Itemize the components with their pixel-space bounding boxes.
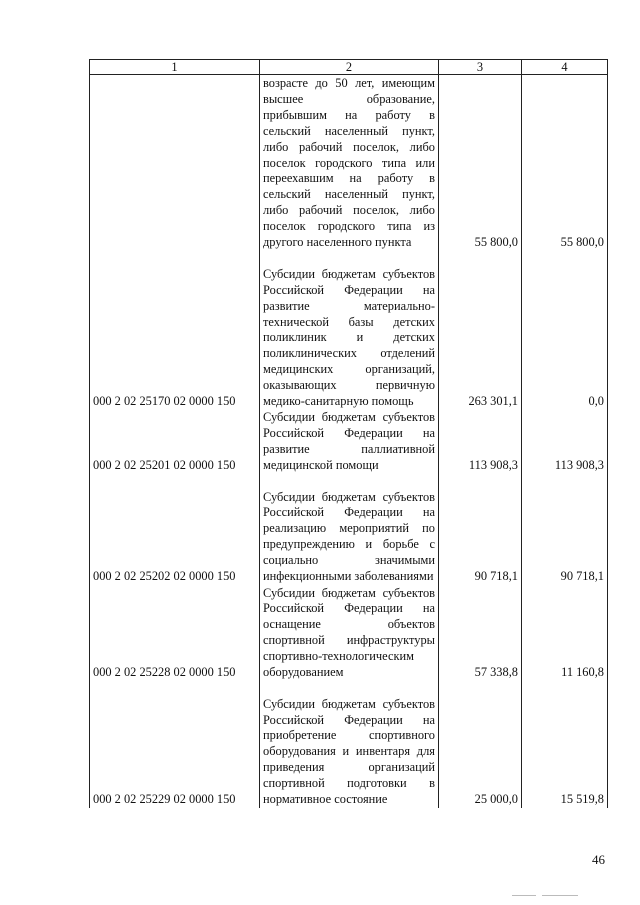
table-row	[90, 251, 608, 410]
table-row	[90, 585, 608, 681]
column-header-4: 4	[522, 60, 608, 75]
row-value-col3: 113 908,3	[439, 410, 522, 474]
row-value-col3: 25 000,0	[439, 681, 522, 808]
column-header-3: 3	[439, 60, 522, 75]
row-description: Субсидии бюджетам субъектов Российской Федерации на приобретение спортивного оборудования и инвентаря для приведения организаций спортивной подготовки в нормативное состояние	[260, 681, 439, 808]
row-code	[90, 75, 260, 252]
row-value-col3: 263 301,1	[439, 251, 522, 410]
row-value-col4: 55 800,0	[522, 75, 608, 252]
row-description: возрасте до 50 лет, имеющим высшее образование, прибывшим на работу в сельский населенный пункт, либо рабочий поселок, либо поселок городского типа или переехавшим на работу в сельский населенный пункт, либо рабочий поселок, либо поселок городского типа из другого населенного пункта	[260, 75, 439, 252]
row-code: 000 2 02 25202 02 0000 150	[90, 474, 260, 585]
row-code: 000 2 02 25170 02 0000 150	[90, 251, 260, 410]
row-value-col3: 90 718,1	[439, 474, 522, 585]
column-header-1: 1	[90, 60, 260, 75]
table-header-row	[90, 60, 608, 75]
footer-mark	[512, 895, 536, 896]
table-row	[90, 474, 608, 585]
row-code: 000 2 02 25229 02 0000 150	[90, 681, 260, 808]
column-header-2: 2	[260, 60, 439, 75]
row-value-col3: 57 338,8	[439, 585, 522, 681]
row-description: Субсидии бюджетам субъектов Российской Федерации на реализацию мероприятий по предупреждению и борьбе с социально значимыми инфекционными заболеваниями	[260, 474, 439, 585]
table-row	[90, 681, 608, 808]
row-value-col4: 15 519,8	[522, 681, 608, 808]
row-value-col4: 90 718,1	[522, 474, 608, 585]
footer-mark	[542, 895, 578, 896]
row-value-col4: 11 160,8	[522, 585, 608, 681]
row-code: 000 2 02 25228 02 0000 150	[90, 585, 260, 681]
row-description: Субсидии бюджетам субъектов Российской Федерации на оснащение объектов спортивной инфраструктуры спортивно-технологическим оборудованием	[260, 585, 439, 681]
table-row-continuation	[90, 75, 608, 252]
row-value-col4: 113 908,3	[522, 410, 608, 474]
row-description: Субсидии бюджетам субъектов Российской Федерации на развитие паллиативной медицинской помощи	[260, 410, 439, 474]
row-code: 000 2 02 25201 02 0000 150	[90, 410, 260, 474]
row-description: Субсидии бюджетам субъектов Российской Федерации на развитие материально-технической базы детских поликлиник и детских поликлинических отделений медицинских организаций, оказывающих первичную медико-санитарную помощь	[260, 251, 439, 410]
table-row	[90, 410, 608, 474]
row-value-col3: 55 800,0	[439, 75, 522, 252]
budget-table	[89, 59, 608, 808]
page-number: 46	[592, 852, 605, 867]
row-value-col4: 0,0	[522, 251, 608, 410]
